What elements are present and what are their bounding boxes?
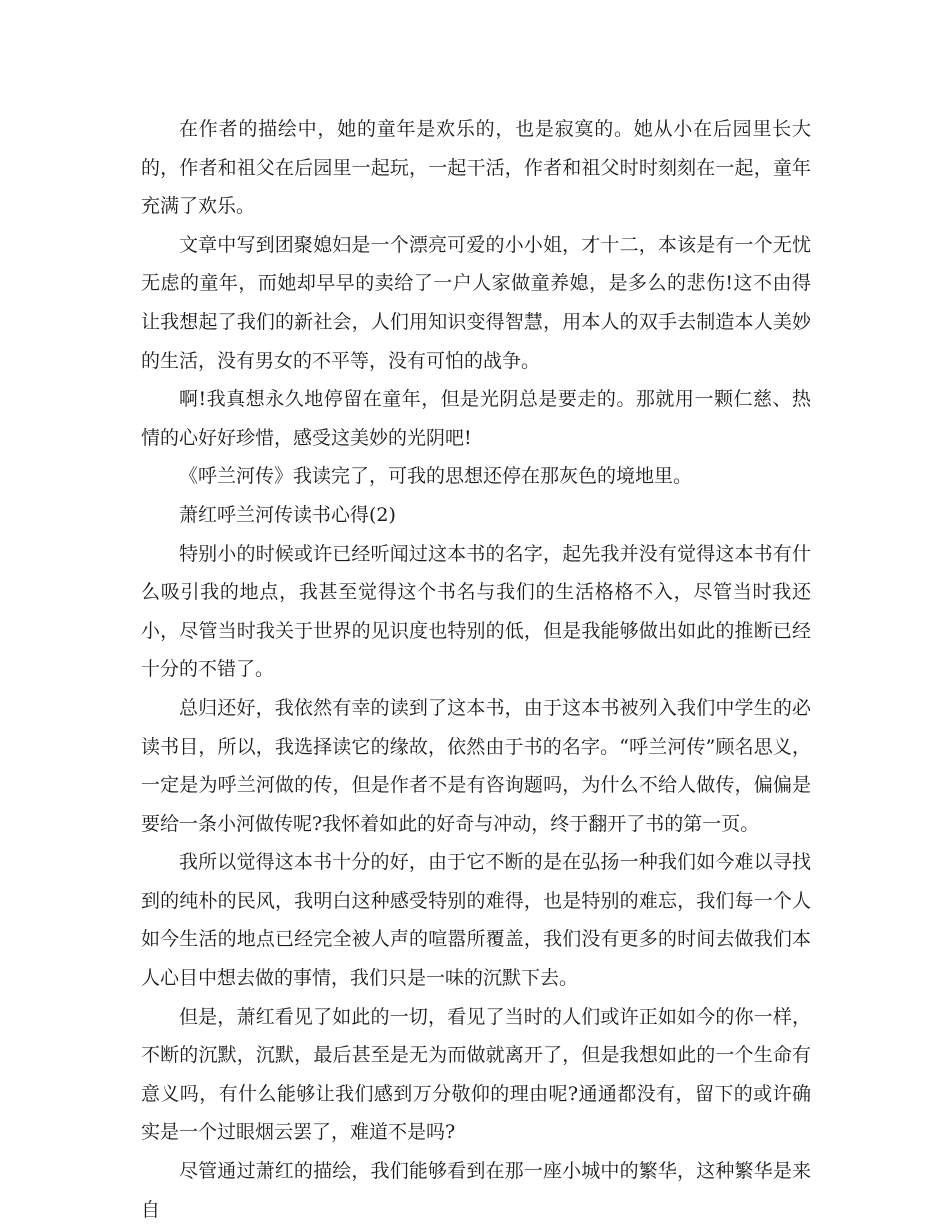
paragraph: 在作者的描绘中，她的童年是欢乐的，也是寂寞的。她从小在后园里长大的，作者和祖父在后园里一起玩，一起干活，作者和祖父时时刻刻在一起，童年充满了欢乐。 (141, 118, 811, 218)
paragraph: 尽管通过萧红的描绘，我们能够看到在那一座小城中的繁华，这种繁华是来自 (141, 1160, 811, 1221)
paragraph: 《呼兰河传》我读完了，可我的思想还停在那灰色的境地里。 (179, 465, 693, 488)
paragraph: 啊!我真想永久地停留在童年，但是光阴总是要走的。那就用一颗仁慈、热情的心好好珍惜，感受这美妙的光阴吧! (141, 388, 811, 449)
paragraph: 文章中写到团聚媳妇是一个漂亮可爱的小小姐，才十二，本该是有一个无忧无虑的童年，而她却早早的卖给了一户人家做童养媳，是多么的悲伤!这不由得让我想起了我们的新社会，人们用知识变得智慧，用本人的双手去制造本人美妙的生活，没有男女的不平等，没有可怕的战争。 (141, 233, 811, 372)
paragraph: 我所以觉得这本书十分的好，由于它不断的是在弘扬一种我们如今难以寻找到的纯朴的民风，我明白这种感受特别的难得，也是特别的难忘，我们每一个人如今生活的地点已经完全被人声的喧嚣所覆盖，我们没有更多的时间去做我们本人心目中想去做的事情，我们只是一味的沉默下去。 (141, 851, 811, 990)
section-heading: 萧红呼兰河传读书心得(2) (179, 503, 396, 526)
paragraph: 但是，萧红看见了如此的一切，看见了当时的人们或许正如如今的你一样，不断的沉默，沉默，最后甚至是无为而做就离开了，但是我想如此的一个生命有意义吗，有什么能够让我们感到万分敬仰的理由呢?通通都没有，留下的或许确实是一个过眼烟云罢了，难道不是吗? (141, 1005, 811, 1144)
paragraph: 总归还好，我依然有幸的读到了这本书，由于这本书被列入我们中学生的必读书目，所以，我选择读它的缘故，依然由于书的名字。“呼兰河传”顾名思义，一定是为呼兰河做的传，但是作者不是有咨询题吗，为什么不给人做传，偏偏是要给一条小河做传呢?我怀着如此的好奇与冲动，终于翻开了书的第一页。 (141, 696, 811, 835)
paragraph: 特别小的时候或许已经听闻过这本书的名字，起先我并没有觉得这本书有什么吸引我的地点，我甚至觉得这个书名与我们的生活格格不入，尽管当时我还小，尽管当时我关于世界的见识度也特别的低，但是我能够做出如此的推断已经十分的不错了。 (141, 542, 811, 681)
document-body (141, 110, 811, 1229)
